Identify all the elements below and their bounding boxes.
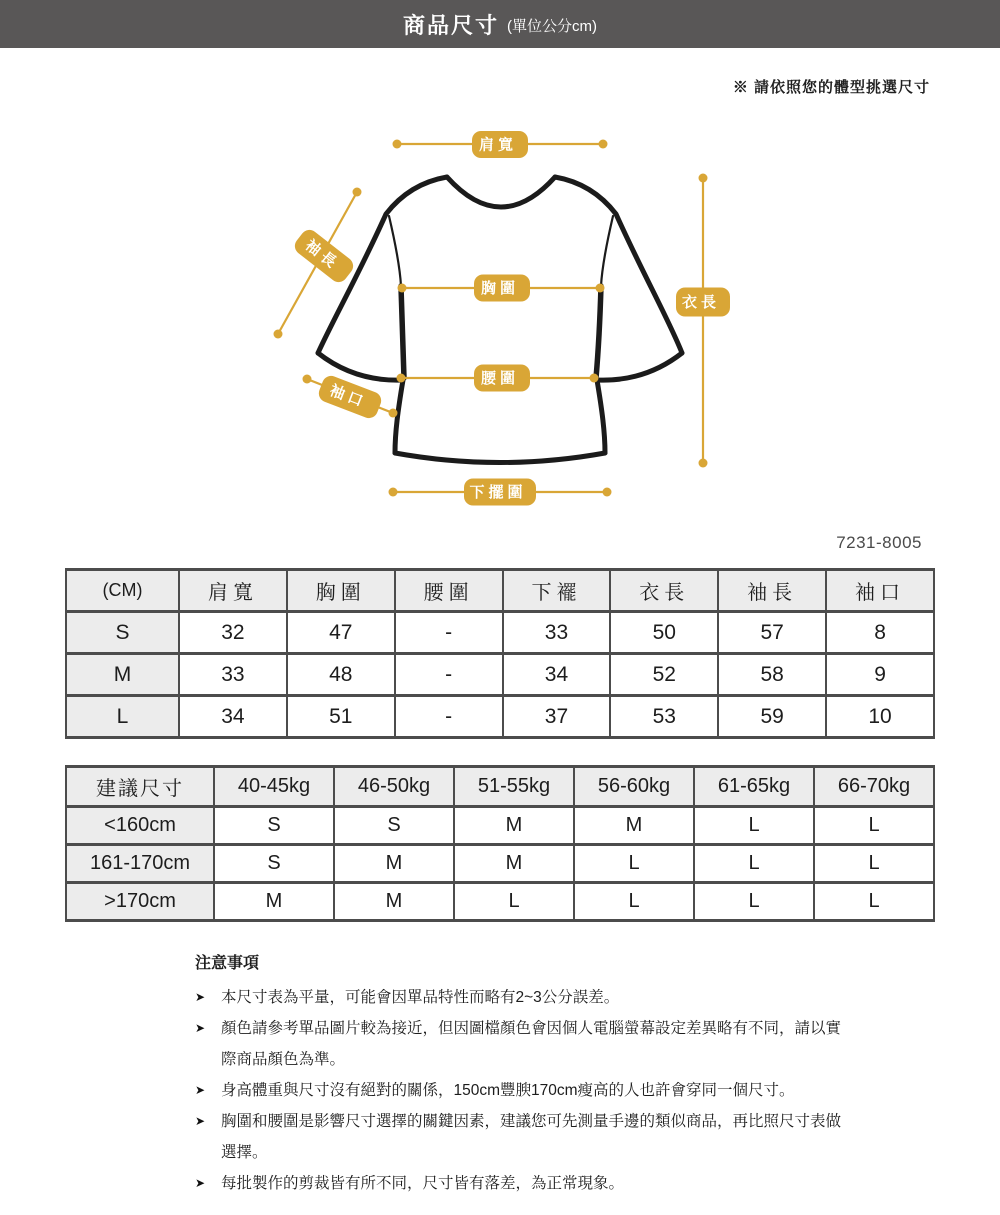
recommended-size: M bbox=[454, 845, 574, 883]
recommended-size: L bbox=[694, 845, 814, 883]
recommend-table-header: 建議尺寸 bbox=[66, 767, 214, 807]
note-item bbox=[195, 1013, 850, 1075]
page-title: 商品尺寸 bbox=[402, 12, 499, 38]
size-value: 58 bbox=[718, 654, 826, 696]
shoulder-width-label: 肩寬 bbox=[478, 136, 518, 154]
waist-measure bbox=[397, 365, 599, 392]
size-value: 48 bbox=[287, 654, 395, 696]
bullet-arrow-icon: ➤ bbox=[195, 990, 206, 1004]
note-item bbox=[195, 982, 850, 1013]
recommend-table-header: 66-70kg bbox=[814, 767, 934, 807]
recommend-table-header: 46-50kg bbox=[334, 767, 454, 807]
bullet-arrow-icon: ➤ bbox=[195, 1114, 206, 1128]
cuff-label: 袖口 bbox=[327, 382, 369, 412]
bullet-arrow-icon: ➤ bbox=[195, 1176, 206, 1190]
recommended-size: L bbox=[454, 883, 574, 921]
product-code: 7231-8005 bbox=[836, 533, 922, 552]
size-value: 34 bbox=[179, 696, 287, 738]
recommended-size: M bbox=[334, 883, 454, 921]
recommended-size: S bbox=[214, 845, 334, 883]
size-value: 10 bbox=[826, 696, 934, 738]
size-value: 8 bbox=[826, 612, 934, 654]
size-table-header: 袖口 bbox=[826, 570, 934, 612]
height-range-label: <160cm bbox=[66, 807, 214, 845]
recommend-table-row bbox=[66, 807, 934, 845]
hem-label: 下擺圍 bbox=[469, 484, 527, 501]
size-value: 53 bbox=[610, 696, 718, 738]
size-value: 47 bbox=[287, 612, 395, 654]
size-value: 33 bbox=[503, 612, 611, 654]
size-value: 37 bbox=[503, 696, 611, 738]
recommend-table-header: 40-45kg bbox=[214, 767, 334, 807]
size-label: S bbox=[66, 612, 179, 654]
recommend-table-header: 56-60kg bbox=[574, 767, 694, 807]
recommended-size: L bbox=[574, 845, 694, 883]
size-table-row bbox=[66, 612, 934, 654]
note-text: 胸圍和腰圍是影響尺寸選擇的關鍵因素，建議您可先測量手邊的類似商品，再比照尺寸表做選擇。 bbox=[221, 1113, 842, 1161]
note-item bbox=[195, 1075, 850, 1106]
chest-label: 胸圍 bbox=[480, 280, 520, 297]
recommended-size: S bbox=[334, 807, 454, 845]
recommended-size: L bbox=[814, 807, 934, 845]
recommended-size: M bbox=[334, 845, 454, 883]
recommend-table-header: 61-65kg bbox=[694, 767, 814, 807]
size-table-header: 腰圍 bbox=[395, 570, 503, 612]
recommend-table-header: 51-55kg bbox=[454, 767, 574, 807]
sleeve-length-measure bbox=[274, 188, 362, 339]
hem-measure bbox=[389, 479, 612, 506]
recommended-size: M bbox=[214, 883, 334, 921]
size-label: L bbox=[66, 696, 179, 738]
waist-label: 腰圍 bbox=[480, 370, 520, 387]
size-value: - bbox=[395, 612, 503, 654]
height-range-label: 161-170cm bbox=[66, 845, 214, 883]
size-value: 52 bbox=[610, 654, 718, 696]
size-value: - bbox=[395, 654, 503, 696]
notes-section bbox=[195, 950, 850, 1199]
recommended-size: L bbox=[814, 883, 934, 921]
note-text: 身高體重與尺寸沒有絕對的關係，150cm豐腴170cm瘦高的人也許會穿同一個尺寸。 bbox=[221, 1082, 795, 1099]
bullet-arrow-icon: ➤ bbox=[195, 1083, 206, 1097]
size-table-header: 下襬 bbox=[503, 570, 611, 612]
garment-measurement-diagram bbox=[0, 110, 1000, 530]
size-table-header: 袖長 bbox=[718, 570, 826, 612]
shirt-outline bbox=[318, 177, 682, 463]
sleeve-length-label: 袖長 bbox=[301, 236, 343, 274]
recommend-size-table bbox=[65, 765, 935, 922]
size-table-header-row bbox=[66, 570, 934, 612]
size-table-row bbox=[66, 654, 934, 696]
recommended-size: L bbox=[574, 883, 694, 921]
unit-label: (單位公分cm) bbox=[507, 18, 597, 35]
size-value: - bbox=[395, 696, 503, 738]
recommended-size: L bbox=[694, 807, 814, 845]
size-value: 32 bbox=[179, 612, 287, 654]
recommend-table-row bbox=[66, 883, 934, 921]
recommended-size: L bbox=[814, 845, 934, 883]
size-value: 33 bbox=[179, 654, 287, 696]
size-table-header: 肩寬 bbox=[179, 570, 287, 612]
size-value: 50 bbox=[610, 612, 718, 654]
note-text: 本尺寸表為平量，可能會因單品特性而略有2~3公分誤差。 bbox=[221, 989, 620, 1006]
size-value: 59 bbox=[718, 696, 826, 738]
size-value: 51 bbox=[287, 696, 395, 738]
height-range-label: >170cm bbox=[66, 883, 214, 921]
note-text: 顏色請參考單品圖片較為接近，但因圖檔顏色會因個人電腦螢幕設定差異略有不同，請以實際商品顏色為準。 bbox=[221, 1020, 842, 1068]
size-value: 9 bbox=[826, 654, 934, 696]
body-length-label: 衣長 bbox=[681, 294, 721, 311]
recommended-size: L bbox=[694, 883, 814, 921]
size-table-header: 衣長 bbox=[610, 570, 718, 612]
recommended-size: M bbox=[454, 807, 574, 845]
body-length-measure bbox=[676, 174, 730, 468]
size-value: 57 bbox=[718, 612, 826, 654]
size-table-header: (CM) bbox=[66, 570, 179, 612]
fit-advice-note: ※ 請依照您的體型挑選尺寸 bbox=[732, 79, 930, 96]
note-item bbox=[195, 1106, 850, 1168]
size-table-header: 胸圍 bbox=[287, 570, 395, 612]
note-item bbox=[195, 1168, 850, 1199]
chest-measure bbox=[398, 275, 605, 302]
recommended-size: M bbox=[574, 807, 694, 845]
recommend-table-header-row bbox=[66, 767, 934, 807]
recommend-table-row bbox=[66, 845, 934, 883]
bullet-arrow-icon: ➤ bbox=[195, 1021, 206, 1035]
recommended-size: S bbox=[214, 807, 334, 845]
note-text: 每批製作的剪裁皆有所不同，尺寸皆有落差，為正常現象。 bbox=[221, 1175, 625, 1192]
size-value: 34 bbox=[503, 654, 611, 696]
notes-heading: 注意事項 bbox=[195, 955, 260, 972]
title-bar bbox=[0, 0, 1000, 48]
size-table-row bbox=[66, 696, 934, 738]
shoulder-width-measure bbox=[393, 131, 608, 158]
size-label: M bbox=[66, 654, 179, 696]
size-table bbox=[65, 568, 935, 739]
